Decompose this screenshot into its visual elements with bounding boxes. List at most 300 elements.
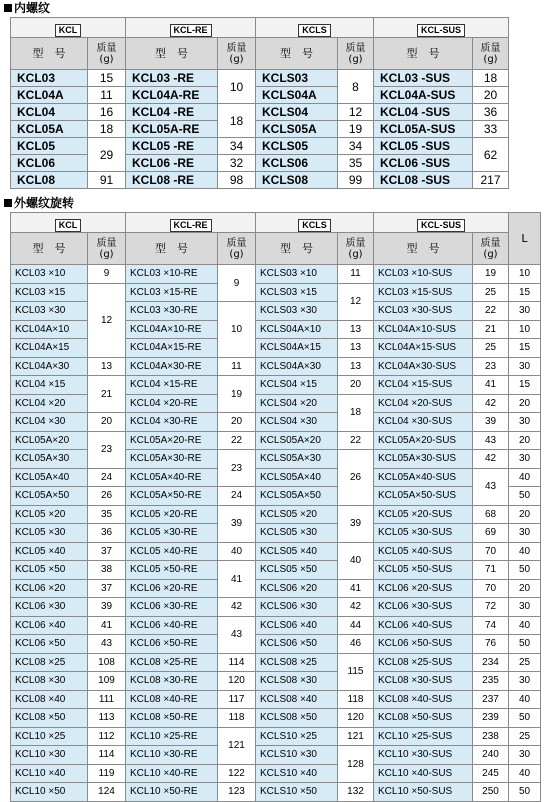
model-cell: KCL04 ×15: [11, 376, 88, 395]
model-cell: KCL05 ×40-RE: [126, 542, 218, 561]
model-cell: KCL04A: [11, 87, 88, 104]
length-cell: 40: [509, 468, 541, 487]
model-cell: KCL06 ×40-SUS: [374, 616, 473, 635]
model-cell: KCL04 -SUS: [374, 104, 473, 121]
mass-cell: 108: [88, 653, 126, 672]
model-cell: KCL04A×30-SUS: [374, 357, 473, 376]
mass-cell: 23: [218, 450, 256, 487]
table-row: [11, 468, 541, 487]
model-cell: KCL08 ×25-SUS: [374, 653, 473, 672]
mass-cell: 43: [88, 635, 126, 654]
model-cell: KCLS04A×10: [256, 320, 338, 339]
mass-cell: 39: [338, 505, 374, 542]
length-cell: 30: [509, 598, 541, 617]
length-cell: 20: [509, 579, 541, 598]
model-cell: KCL04 ×15-RE: [126, 376, 218, 395]
mass-cell: 12: [338, 283, 374, 320]
model-cell: KCL04A×15-SUS: [374, 339, 473, 358]
length-cell: 30: [509, 357, 541, 376]
model-cell: KCL05A-SUS: [374, 121, 473, 138]
mass-cell: 117: [218, 690, 256, 709]
model-cell: KCL06 ×50: [11, 635, 88, 654]
length-cell: 50: [509, 487, 541, 506]
model-cell: KCL10 ×50-SUS: [374, 783, 473, 802]
mass-cell: 24: [88, 468, 126, 487]
mass-cell: 13: [338, 320, 374, 339]
mass-cell: 68: [473, 505, 509, 524]
mass-cell: 13: [338, 339, 374, 358]
column-header-mass: 质量 (g): [473, 233, 509, 265]
mass-cell: 114: [218, 653, 256, 672]
model-cell: KCL08 ×40: [11, 690, 88, 709]
model-cell: KCL04A-SUS: [374, 87, 473, 104]
mass-cell: 237: [473, 690, 509, 709]
model-cell: KCL04 ×30: [11, 413, 88, 432]
mass-cell: 35: [88, 505, 126, 524]
model-cell: KCL05 ×50-SUS: [374, 561, 473, 580]
length-cell: 30: [509, 450, 541, 469]
model-cell: KCLS08 ×25: [256, 653, 338, 672]
mass-cell: 118: [218, 709, 256, 728]
mass-cell: 33: [473, 121, 509, 138]
column-header-mass: 质量 (g): [218, 38, 256, 70]
model-cell: KCL04A×30: [11, 357, 88, 376]
model-cell: KCLS05 ×20: [256, 505, 338, 524]
table-row: [11, 87, 509, 104]
mass-cell: 25: [473, 283, 509, 302]
table-row: [11, 746, 541, 765]
mass-cell: 8: [338, 70, 374, 104]
mass-cell: 109: [88, 672, 126, 691]
mass-cell: 10: [218, 70, 256, 104]
table-row: [11, 653, 541, 672]
model-cell: KCL05 ×20: [11, 505, 88, 524]
model-cell: KCL08 ×25: [11, 653, 88, 672]
model-cell: KCL06 ×20-SUS: [374, 579, 473, 598]
column-header-model: 型 号: [374, 233, 473, 265]
mass-cell: 238: [473, 727, 509, 746]
model-cell: KCL05A×30-SUS: [374, 450, 473, 469]
mass-cell: 44: [338, 616, 374, 635]
table-row: [11, 104, 509, 121]
model-cell: KCL06: [11, 155, 88, 172]
column-header-mass: 质量 (g): [338, 233, 374, 265]
length-cell: 40: [509, 616, 541, 635]
model-cell: KCL05 ×40-SUS: [374, 542, 473, 561]
mass-cell: 41: [338, 579, 374, 598]
model-cell: KCL05 ×30-RE: [126, 524, 218, 543]
length-cell: 50: [509, 561, 541, 580]
mass-cell: 19: [338, 121, 374, 138]
model-cell: KCL04 -RE: [126, 104, 218, 121]
section-title-external: 外螺纹旋转: [0, 195, 545, 212]
mass-cell: 32: [218, 155, 256, 172]
column-header-mass: 质量 (g): [88, 233, 126, 265]
model-cell: KCL10 ×30-RE: [126, 746, 218, 765]
model-cell: KCL05 ×50-RE: [126, 561, 218, 580]
model-cell: KCL05A×20: [11, 431, 88, 450]
model-cell: KCL08: [11, 172, 88, 189]
mass-cell: 115: [338, 653, 374, 690]
model-cell: KCL04A×15-RE: [126, 339, 218, 358]
mass-cell: 41: [218, 561, 256, 598]
model-cell: KCL04 ×20-SUS: [374, 394, 473, 413]
length-cell: 15: [509, 283, 541, 302]
model-cell: KCLS06 ×40: [256, 616, 338, 635]
model-cell: KCL10 ×30: [11, 746, 88, 765]
mass-cell: 71: [473, 561, 509, 580]
mass-cell: 35: [338, 155, 374, 172]
mass-cell: 62: [473, 138, 509, 172]
table-row: [11, 172, 509, 189]
mass-cell: 39: [88, 598, 126, 617]
model-cell: KCL03 -SUS: [374, 70, 473, 87]
model-cell: KCL03 ×30: [11, 302, 88, 321]
mass-cell: 99: [338, 172, 374, 189]
mass-cell: 41: [88, 616, 126, 635]
table-row: [11, 542, 541, 561]
model-cell: KCL08 ×50-RE: [126, 709, 218, 728]
model-cell: KCLS04 ×20: [256, 394, 338, 413]
model-cell: KCL05 ×50: [11, 561, 88, 580]
mass-cell: 20: [473, 87, 509, 104]
mass-cell: 26: [338, 450, 374, 506]
model-cell: KCLS04 ×15: [256, 376, 338, 395]
mass-cell: 23: [473, 357, 509, 376]
model-cell: KCL04 ×30-SUS: [374, 413, 473, 432]
model-cell: KCLS05A×50: [256, 487, 338, 506]
mass-cell: 128: [338, 746, 374, 783]
internal-thread-table: [10, 17, 509, 189]
mass-cell: 217: [473, 172, 509, 189]
model-cell: KCL03 ×10: [11, 265, 88, 284]
mass-cell: 70: [473, 542, 509, 561]
mass-cell: 34: [338, 138, 374, 155]
mass-cell: 12: [88, 283, 126, 357]
model-cell: KCLS04A×15: [256, 339, 338, 358]
model-cell: KCL04 ×20-RE: [126, 394, 218, 413]
mass-cell: 42: [218, 598, 256, 617]
model-cell: KCL05A×30-RE: [126, 450, 218, 469]
mass-cell: 20: [88, 413, 126, 432]
model-cell: KCL05 -RE: [126, 138, 218, 155]
length-cell: 30: [509, 672, 541, 691]
model-cell: KCLS03: [256, 70, 338, 87]
mass-cell: 9: [218, 265, 256, 302]
mass-cell: 11: [88, 87, 126, 104]
mass-cell: 70: [473, 579, 509, 598]
table-row: [11, 764, 541, 783]
model-cell: KCL10 ×25-SUS: [374, 727, 473, 746]
mass-cell: 120: [218, 672, 256, 691]
mass-cell: 76: [473, 635, 509, 654]
model-cell: KCL06 ×30-SUS: [374, 598, 473, 617]
model-cell: KCL06 ×50-SUS: [374, 635, 473, 654]
mass-cell: 13: [338, 357, 374, 376]
model-cell: KCL06 ×40-RE: [126, 616, 218, 635]
length-cell: 20: [509, 505, 541, 524]
model-cell: KCL04A-RE: [126, 87, 218, 104]
table-row: [11, 672, 541, 691]
model-cell: KCL08 ×30-RE: [126, 672, 218, 691]
mass-cell: 37: [88, 579, 126, 598]
mass-cell: 112: [88, 727, 126, 746]
mass-cell: 22: [338, 431, 374, 450]
mass-cell: 235: [473, 672, 509, 691]
model-cell: KCL05A×50: [11, 487, 88, 506]
section-title-internal: 内螺纹: [0, 0, 545, 17]
length-cell: 30: [509, 524, 541, 543]
mass-cell: 240: [473, 746, 509, 765]
mass-cell: 13: [88, 357, 126, 376]
model-cell: KCLS10 ×30: [256, 746, 338, 765]
length-cell: 25: [509, 727, 541, 746]
model-cell: KCL10 ×40-RE: [126, 764, 218, 783]
mass-cell: 12: [338, 104, 374, 121]
model-cell: KCL06 ×40: [11, 616, 88, 635]
model-cell: KCL10 ×25: [11, 727, 88, 746]
mass-cell: 26: [88, 487, 126, 506]
length-cell: 50: [509, 709, 541, 728]
mass-cell: 111: [88, 690, 126, 709]
length-cell: 20: [509, 431, 541, 450]
model-cell: KCL08 ×40-SUS: [374, 690, 473, 709]
table-row: [11, 579, 541, 598]
table-row: [11, 431, 541, 450]
model-cell: KCLS04: [256, 104, 338, 121]
table-row: [11, 70, 509, 87]
model-cell: KCL05 ×20-SUS: [374, 505, 473, 524]
length-cell: 30: [509, 302, 541, 321]
model-cell: KCLS03 ×10: [256, 265, 338, 284]
mass-cell: 69: [473, 524, 509, 543]
mass-cell: 37: [88, 542, 126, 561]
model-cell: KCLS04A: [256, 87, 338, 104]
length-cell: 30: [509, 746, 541, 765]
model-cell: KCL08 ×30-SUS: [374, 672, 473, 691]
table-row: [11, 283, 541, 302]
table-row: [11, 635, 541, 654]
model-cell: KCLS05 ×30: [256, 524, 338, 543]
model-cell: KCLS05: [256, 138, 338, 155]
mass-cell: 43: [473, 468, 509, 505]
model-cell: KCLS05 ×50: [256, 561, 338, 580]
length-cell: 40: [509, 690, 541, 709]
mass-cell: 19: [473, 265, 509, 284]
model-cell: KCL05 ×30: [11, 524, 88, 543]
model-cell: KCL08 ×50: [11, 709, 88, 728]
model-cell: KCL06 -RE: [126, 155, 218, 172]
table-row: [11, 357, 541, 376]
model-cell: KCL05 ×30-SUS: [374, 524, 473, 543]
table-row: [11, 138, 509, 155]
model-cell: KCL06 ×30: [11, 598, 88, 617]
model-cell: KCL04 ×20: [11, 394, 88, 413]
column-header-model: 型 号: [374, 38, 473, 70]
mass-cell: 24: [218, 487, 256, 506]
mass-cell: 118: [338, 690, 374, 709]
table-row: [11, 690, 541, 709]
mass-cell: 18: [338, 394, 374, 431]
model-cell: KCL04A×10: [11, 320, 88, 339]
model-cell: KCL06 ×20: [11, 579, 88, 598]
length-cell: 15: [509, 339, 541, 358]
model-cell: KCL03: [11, 70, 88, 87]
column-header-model: 型 号: [11, 233, 88, 265]
model-cell: KCLS08 ×40: [256, 690, 338, 709]
mass-cell: 113: [88, 709, 126, 728]
mass-cell: 120: [338, 709, 374, 728]
model-cell: KCLS04 ×30: [256, 413, 338, 432]
model-cell: KCL08 ×25-RE: [126, 653, 218, 672]
length-cell: 30: [509, 413, 541, 432]
mass-cell: 119: [88, 764, 126, 783]
length-cell: 10: [509, 265, 541, 284]
length-cell: 40: [509, 542, 541, 561]
model-cell: KCLS08 ×30: [256, 672, 338, 691]
model-cell: KCL03 ×15: [11, 283, 88, 302]
model-cell: KCL05 -SUS: [374, 138, 473, 155]
model-cell: KCL05A×40-RE: [126, 468, 218, 487]
column-header-model: 型 号: [256, 233, 338, 265]
mass-cell: 124: [88, 783, 126, 802]
model-cell: KCLS06: [256, 155, 338, 172]
model-cell: KCL10 ×40-SUS: [374, 764, 473, 783]
model-cell: KCL10 ×40: [11, 764, 88, 783]
mass-cell: 10: [218, 302, 256, 358]
mass-cell: 20: [338, 376, 374, 395]
mass-cell: 234: [473, 653, 509, 672]
model-cell: KCLS03 ×30: [256, 302, 338, 321]
table-row: [11, 487, 541, 506]
model-cell: KCL05A×30: [11, 450, 88, 469]
mass-cell: 121: [218, 727, 256, 764]
mass-cell: 23: [88, 431, 126, 468]
table-row: [11, 121, 509, 138]
mass-cell: 245: [473, 764, 509, 783]
model-cell: KCL05A×40-SUS: [374, 468, 473, 487]
series-header: KCL: [11, 18, 126, 38]
series-header: KCLS: [256, 213, 374, 233]
mass-cell: 98: [218, 172, 256, 189]
mass-cell: 22: [218, 431, 256, 450]
column-header-model: 型 号: [126, 233, 218, 265]
external-thread-table: [10, 212, 541, 802]
mass-cell: 34: [218, 138, 256, 155]
length-cell: 50: [509, 783, 541, 802]
series-header: KCL-SUS: [374, 18, 509, 38]
length-cell: 40: [509, 764, 541, 783]
mass-cell: 21: [88, 376, 126, 413]
model-cell: KCLS05A×40: [256, 468, 338, 487]
mass-cell: 74: [473, 616, 509, 635]
model-cell: KCL08 ×50-SUS: [374, 709, 473, 728]
mass-cell: 11: [218, 357, 256, 376]
mass-cell: 36: [473, 104, 509, 121]
mass-cell: 41: [473, 376, 509, 395]
model-cell: KCLS08 ×50: [256, 709, 338, 728]
model-cell: KCLS08: [256, 172, 338, 189]
model-cell: KCLS10 ×25: [256, 727, 338, 746]
model-cell: KCL06 ×30-RE: [126, 598, 218, 617]
table-row: [11, 155, 509, 172]
model-cell: KCLS10 ×40: [256, 764, 338, 783]
model-cell: KCLS03 ×15: [256, 283, 338, 302]
table-row: [11, 265, 541, 284]
mass-cell: 18: [473, 70, 509, 87]
series-header: KCL: [11, 213, 126, 233]
mass-cell: 36: [88, 524, 126, 543]
mass-cell: 91: [88, 172, 126, 189]
mass-cell: 15: [88, 70, 126, 87]
table-row: [11, 709, 541, 728]
column-header-mass: 质量 (g): [473, 38, 509, 70]
model-cell: KCL03 ×15-SUS: [374, 283, 473, 302]
table-row: [11, 376, 541, 395]
model-cell: KCL04 ×15-SUS: [374, 376, 473, 395]
mass-cell: 25: [473, 339, 509, 358]
mass-cell: 250: [473, 783, 509, 802]
model-cell: KCL08 -RE: [126, 172, 218, 189]
column-header-mass: 质量 (g): [218, 233, 256, 265]
mass-cell: 72: [473, 598, 509, 617]
model-cell: KCL05A×20-SUS: [374, 431, 473, 450]
model-cell: KCL04: [11, 104, 88, 121]
length-cell: 20: [509, 394, 541, 413]
table-row: [11, 616, 541, 635]
mass-cell: 132: [338, 783, 374, 802]
model-cell: KCL03 ×30-SUS: [374, 302, 473, 321]
model-cell: KCL06 -SUS: [374, 155, 473, 172]
mass-cell: 22: [473, 302, 509, 321]
mass-cell: 43: [473, 431, 509, 450]
mass-cell: 11: [338, 265, 374, 284]
mass-cell: 18: [88, 121, 126, 138]
model-cell: KCL03 ×10-SUS: [374, 265, 473, 284]
mass-cell: 19: [218, 376, 256, 413]
column-header-mass: 质量 (g): [338, 38, 374, 70]
model-cell: KCL10 ×50-RE: [126, 783, 218, 802]
model-cell: KCLS05A×30: [256, 450, 338, 469]
column-header-model: 型 号: [256, 38, 338, 70]
mass-cell: 39: [218, 505, 256, 542]
model-cell: KCL10 ×30-SUS: [374, 746, 473, 765]
series-header: KCL-RE: [126, 213, 256, 233]
model-cell: KCLS06 ×20: [256, 579, 338, 598]
model-cell: KCL05: [11, 138, 88, 155]
mass-cell: 114: [88, 746, 126, 765]
mass-cell: 43: [218, 616, 256, 653]
mass-cell: 46: [338, 635, 374, 654]
model-cell: KCL06 ×20-RE: [126, 579, 218, 598]
mass-cell: 18: [218, 104, 256, 138]
model-cell: KCLS05 ×40: [256, 542, 338, 561]
table-row: [11, 524, 541, 543]
mass-cell: 29: [88, 138, 126, 172]
model-cell: KCL10 ×50: [11, 783, 88, 802]
model-cell: KCL04A×15: [11, 339, 88, 358]
table-row: [11, 727, 541, 746]
model-cell: KCL03 ×15-RE: [126, 283, 218, 302]
table-row: [11, 505, 541, 524]
table-row: [11, 413, 541, 432]
length-cell: 50: [509, 635, 541, 654]
length-cell: 25: [509, 653, 541, 672]
model-cell: KCL05A×40: [11, 468, 88, 487]
model-cell: KCL05A×50-RE: [126, 487, 218, 506]
mass-cell: 40: [218, 542, 256, 561]
model-cell: KCLS06 ×50: [256, 635, 338, 654]
